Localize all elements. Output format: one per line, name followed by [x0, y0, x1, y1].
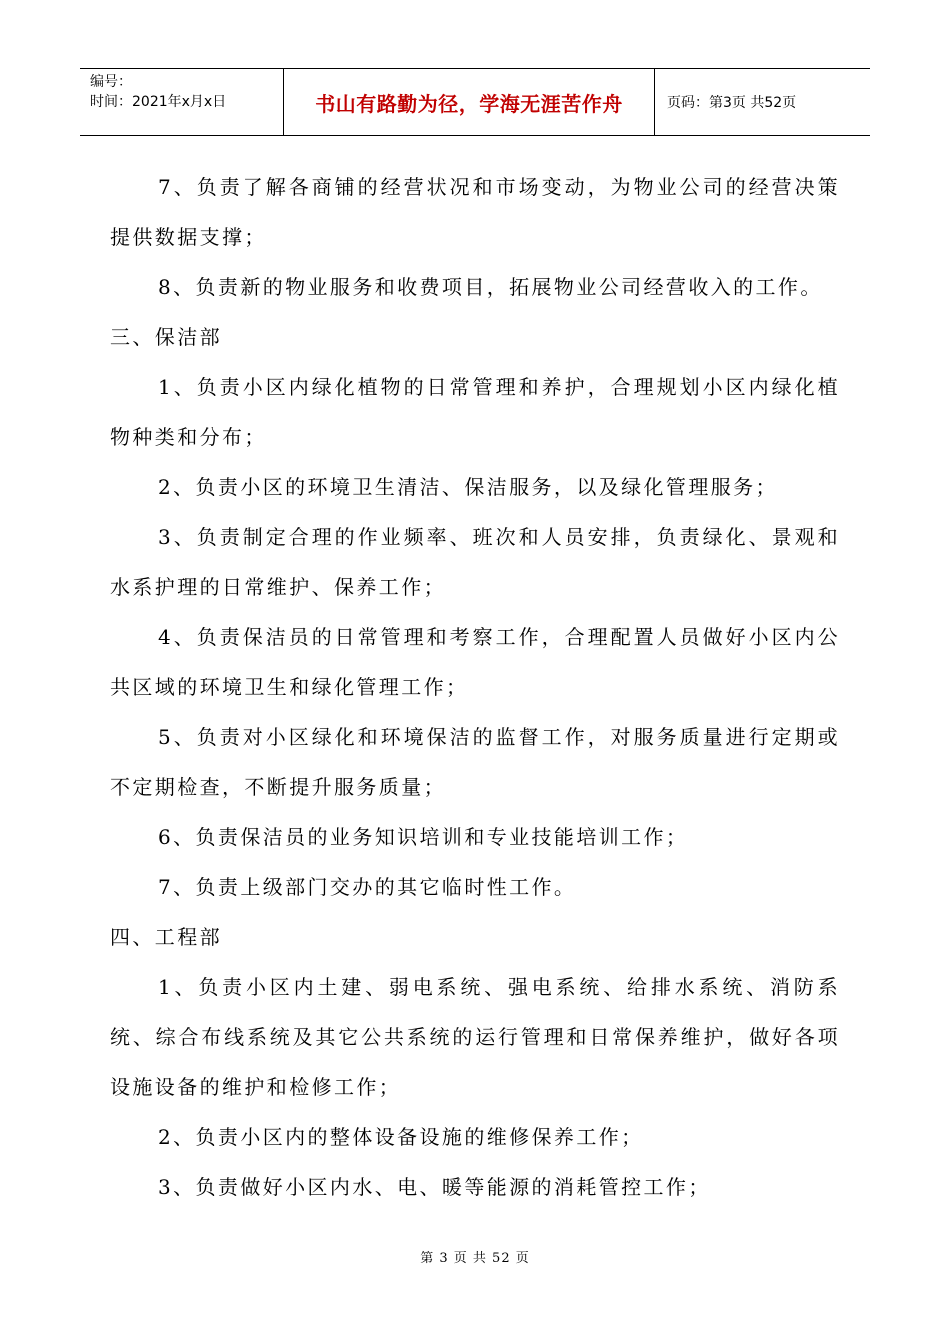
section-heading: 三、保洁部	[110, 325, 222, 349]
paragraph: 1、负责小区内绿化植物的日常管理和养护，合理规划小区内绿化植物种类和分布；	[110, 375, 840, 449]
paragraph: 7、负责上级部门交办的其它临时性工作。	[158, 875, 577, 899]
header-page-cell	[655, 69, 870, 135]
document-body	[110, 162, 840, 1212]
header-meta	[80, 69, 283, 135]
section-heading: 四、工程部	[110, 925, 222, 949]
paragraph: 8、负责新的物业服务和收费项目，拓展物业公司经营收入的工作。	[158, 275, 823, 299]
header-page-info: 页码：第3页 共52页	[667, 95, 797, 111]
header-motto: 书山有路勤为径，学海无涯苦作舟	[315, 91, 623, 116]
document-header	[80, 68, 870, 136]
paragraph: 4、负责保洁员的日常管理和考察工作，合理配置人员做好小区内公共区域的环境卫生和绿化管理工作；	[110, 625, 840, 699]
paragraph: 3、负责做好小区内水、电、暖等能源的消耗管控工作；	[158, 1175, 711, 1199]
paragraph: 3、负责制定合理的作业频率、班次和人员安排，负责绿化、景观和水系护理的日常维护、保养工作；	[110, 525, 840, 599]
paragraph: 2、负责小区内的整体设备设施的维修保养工作；	[158, 1125, 644, 1149]
document-time-label: 时间：2021年x月x日	[90, 94, 227, 110]
page-footer: 第 3 页 共 52 页	[420, 1251, 530, 1266]
header-motto-cell	[283, 69, 655, 135]
paragraph: 6、负责保洁员的业务知识培训和专业技能培训工作；	[158, 825, 689, 849]
paragraph: 2、负责小区的环境卫生清洁、保洁服务，以及绿化管理服务；	[158, 475, 778, 499]
document-number-label: 编号：	[90, 74, 132, 90]
paragraph: 7、负责了解各商铺的经营状况和市场变动，为物业公司的经营决策提供数据支撑；	[110, 175, 840, 249]
paragraph: 1、负责小区内土建、弱电系统、强电系统、给排水系统、消防系统、综合布线系统及其它公共系统的运行管理和日常保养维护，做好各项设施设备的维护和检修工作；	[110, 975, 840, 1099]
paragraph: 5、负责对小区绿化和环境保洁的监督工作，对服务质量进行定期或不定期检查，不断提升服务质量；	[110, 725, 840, 799]
